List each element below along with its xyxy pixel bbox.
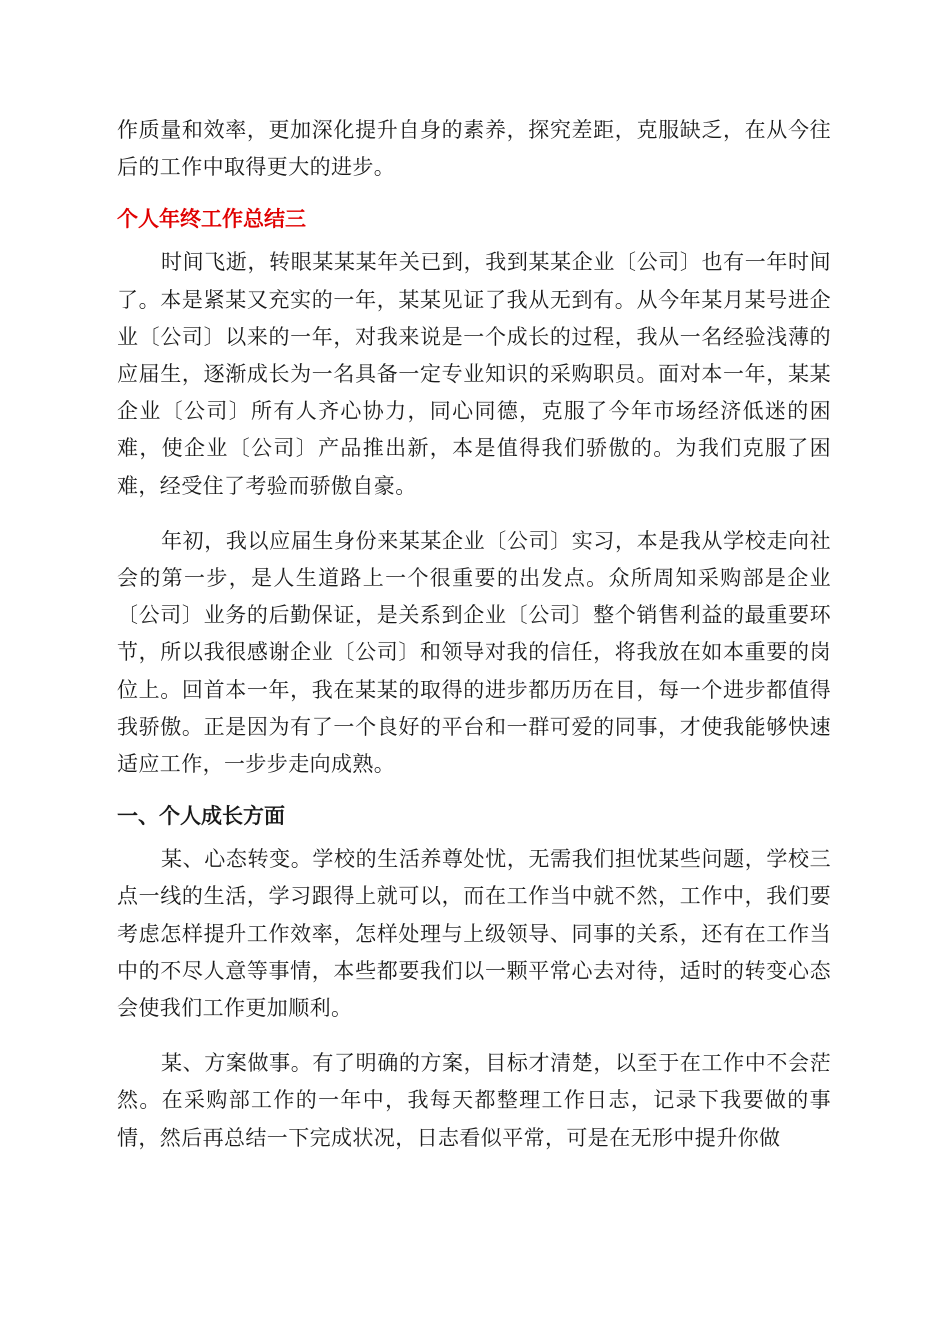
subsection-title: 一、个人成长方面 <box>117 804 285 829</box>
intro-paragraph: 作质量和效率，更加深化提升自身的素养，探究差距，克服缺乏，在从今往后的工作中取得更大的进步。 <box>117 118 831 180</box>
section-title: 个人年终工作总结三 <box>117 207 306 232</box>
document-page <box>117 112 831 1157</box>
sub-paragraph-1: 某、心态转变。学校的生活养尊处忧，无需我们担忧某些问题，学校三点一线的生活，学习跟得上就可以，而在工作当中就不然，工作中，我们要考虑怎样提升工作效率，怎样处理与上级领导、同事的关系，还有在工作当中的不尽人意等事情，本些都要我们以一颗平常心去对待，适时的转变心态会使我们工作更加顺利。 <box>117 847 831 1021</box>
body-paragraph-2: 年初，我以应届生身份来某某企业〔公司〕实习，本是我从学校走向社会的第一步，是人生道路上一个很重要的出发点。众所周知采购部是企业〔公司〕业务的后勤保证，是关系到企业〔公司〕整个销售利益的最重要环节，所以我很感谢企业〔公司〕和领导对我的信任，将我放在如本重要的岗位上。回首本一年，我在某某的取得的进步都历历在目，每一个进步都值得我骄傲。正是因为有了一个良好的平台和一群可爱的同事，才使我能够快速适应工作，一步步走向成熟。 <box>117 528 831 777</box>
body-paragraph-1: 时间飞逝，转眼某某某年关已到，我到某某企业〔公司〕也有一年时间了。本是紧某又充实的一年，某某见证了我从无到有。从今年某月某号进企业〔公司〕以来的一年，对我来说是一个成长的过程，我从一名经验浅薄的应届生，逐渐成长为一名具备一定专业知识的采购职员。面对本一年，某某企业〔公司〕所有人齐心协力，同心同德，克服了今年市场经济低迷的困难，使企业〔公司〕产品推出新，本是值得我们骄傲的。为我们克服了困难，经受住了考验而骄傲自豪。 <box>117 250 831 498</box>
sub-paragraph-2: 某、方案做事。有了明确的方案，目标才清楚，以至于在工作中不会茫然。在采购部工作的一年中，我每天都整理工作日志，记录下我要做的事情，然后再总结一下完成状况，日志看似平常，可是在无形中提升你做 <box>117 1051 831 1150</box>
